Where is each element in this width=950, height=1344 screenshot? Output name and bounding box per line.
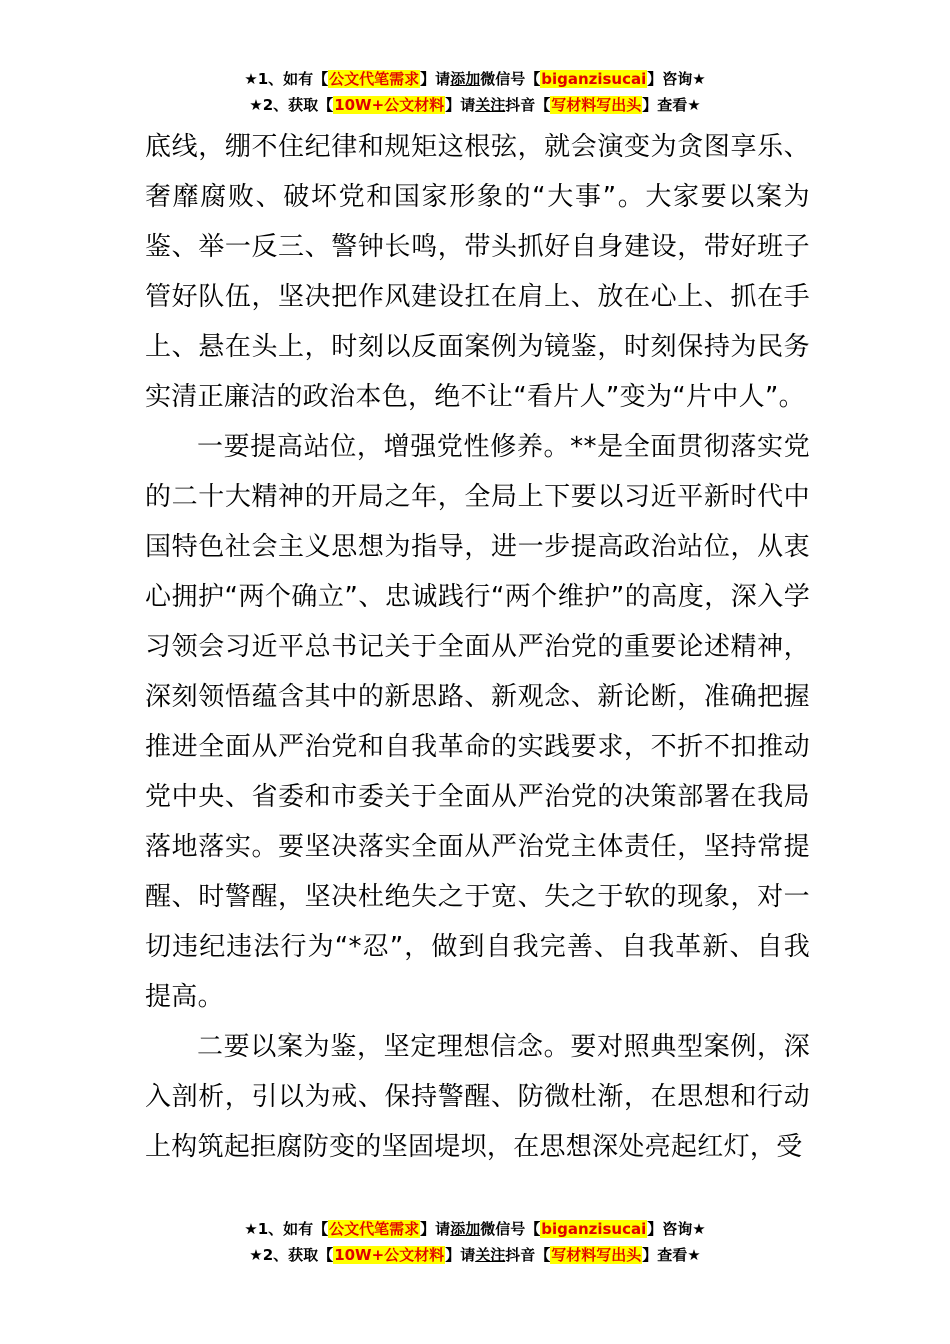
header-line-2-underline: 关注 (475, 96, 506, 114)
footer-line-1-underline: 添加 (450, 1220, 481, 1238)
footer-line-1-mid2: 微信号【 (480, 1220, 541, 1238)
footer-line-1 (0, 1216, 950, 1242)
document-body (145, 122, 810, 1172)
header-banner (0, 66, 950, 118)
footer-line-1-suffix: 】咨询★ (647, 1220, 706, 1238)
header-line-1-suffix: 】咨询★ (647, 70, 706, 88)
header-line-1-prefix: ★1、如有【 (244, 70, 329, 88)
paragraph-point-two: 二要以案为鉴，坚定理想信念。要对照典型案例，深入剖析，引以为戒、保持警醒、防微杜渐，在思想和行动上构筑起拒腐防变的坚固堤坝，在思想深处亮起红灯，受 (145, 1032, 810, 1162)
header-line-1-highlight-wechat: biganzisucai (541, 70, 647, 88)
header-line-2-highlight-materials: 10W+公文材料 (334, 96, 445, 114)
footer-line-2-prefix: ★2、获取【 (249, 1246, 334, 1264)
footer-line-1-highlight-wechat: biganzisucai (541, 1220, 647, 1238)
footer-line-2-underline: 关注 (475, 1246, 506, 1264)
paragraph-continuation: 底线，绷不住纪律和规矩这根弦，就会演变为贪图享乐、奢靡腐败、破坏党和国家形象的“大事”。大家要以案为鉴、举一反三、警钟长鸣，带头抓好自身建设，带好班子管好队伍，坚决把作风建设扛在肩上、放在心上、抓在手上、悬在头上，时刻以反面案例为镜鉴，时刻保持为民务实清正廉洁的政治本色，绝不让“看片人”变为“片中人”。 (145, 132, 810, 412)
header-line-2-prefix: ★2、获取【 (249, 96, 334, 114)
header-line-1-underline: 添加 (450, 70, 481, 88)
header-line-1 (0, 66, 950, 92)
paragraph-point-one: 一要提高站位，增强党性修养。**是全面贯彻落实党的二十大精神的开局之年，全局上下要以习近平新时代中国特色社会主义思想为指导，进一步提高政治站位，从衷心拥护“两个确立”、忠诚践行“两个维护”的高度，深入学习领会习近平总书记关于全面从严治党的重要论述精神，深刻领悟蕴含其中的新思路、新观念、新论断，准确把握推进全面从严治党和自我革命的实践要求，不折不扣推动党中央、省委和市委关于全面从严治党的决策部署在我局落地落实。要坚决落实全面从严治党主体责任，坚持常提醒、时警醒，坚决杜绝失之于宽、失之于软的现象，对一切违纪违法行为“*忍”，做到自我完善、自我革新、自我提高。 (145, 432, 810, 1012)
header-line-1-mid: 】请 (420, 70, 451, 88)
footer-line-2-highlight-materials: 10W+公文材料 (334, 1246, 445, 1264)
footer-line-2-mid: 】请 (445, 1246, 476, 1264)
header-line-1-highlight-service: 公文代笔需求 (329, 70, 420, 88)
footer-banner (0, 1216, 950, 1268)
header-line-2 (0, 92, 950, 118)
header-line-2-mid: 】请 (445, 96, 476, 114)
footer-line-2-highlight-douyin: 写材料写出头 (551, 1246, 642, 1264)
footer-line-2-suffix: 】查看★ (642, 1246, 701, 1264)
footer-line-2 (0, 1242, 950, 1268)
footer-line-1-highlight-service: 公文代笔需求 (329, 1220, 420, 1238)
header-line-1-mid2: 微信号【 (480, 70, 541, 88)
footer-line-1-prefix: ★1、如有【 (244, 1220, 329, 1238)
footer-line-2-mid2: 抖音【 (505, 1246, 551, 1264)
header-line-2-suffix: 】查看★ (642, 96, 701, 114)
header-line-2-highlight-douyin: 写材料写出头 (551, 96, 642, 114)
header-line-2-mid2: 抖音【 (505, 96, 551, 114)
footer-line-1-mid: 】请 (420, 1220, 451, 1238)
